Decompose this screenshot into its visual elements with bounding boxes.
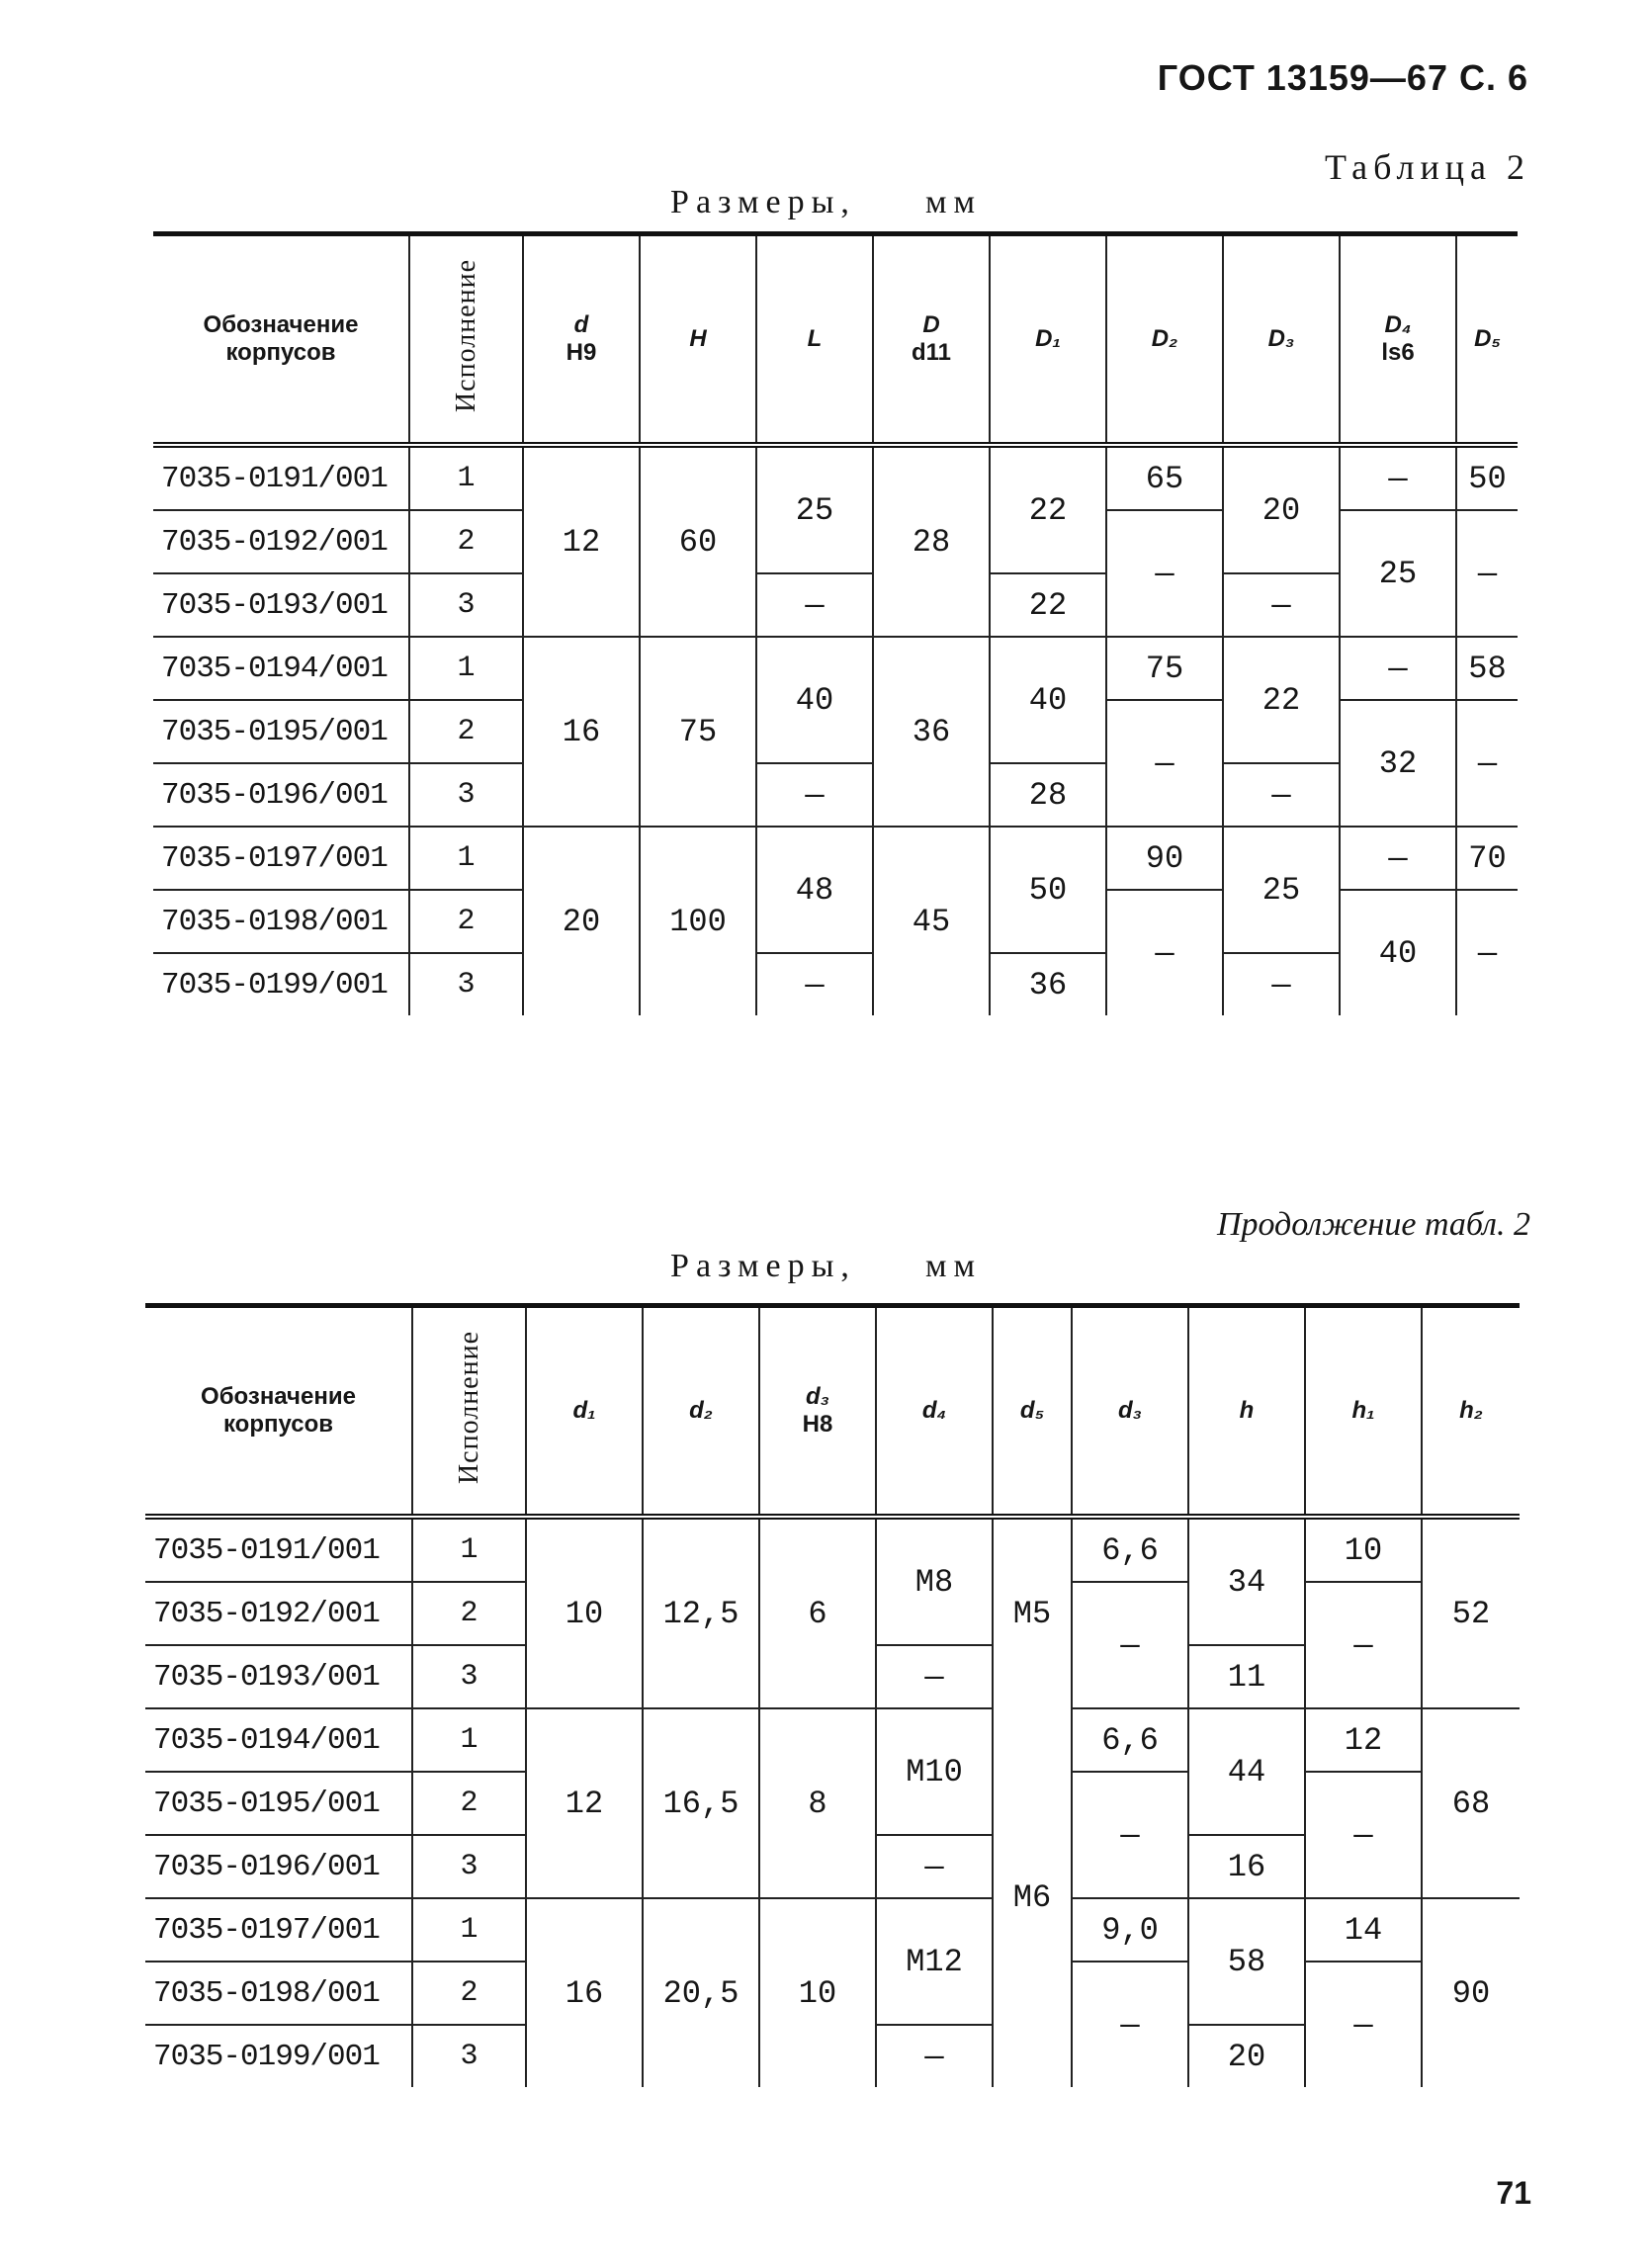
header-text: d₁ [572,1397,596,1424]
value-h1: 10 [1305,1517,1422,1582]
value-D4: 32 [1340,700,1456,827]
value-D1: 22 [990,445,1106,573]
header-text: h₁ [1351,1397,1375,1424]
part-code: 7035-0193/001 [153,573,409,637]
value-D: 36 [873,637,990,827]
value-h2: 68 [1422,1708,1520,1898]
value-h1: — [1305,1962,1422,2087]
value-L: 25 [756,445,873,573]
header-text: корпусов [225,339,336,366]
header-text: D [922,311,940,338]
value-d4: M8 [876,1517,993,1645]
header-text: корпусов [222,1411,334,1438]
column-header-D5 [1456,234,1518,446]
dimensions-caption [0,184,1652,221]
variant-cell: 3 [409,953,523,1015]
value-L: — [756,953,873,1015]
value-h2: 52 [1422,1517,1520,1708]
header-text: D₃ [1267,325,1295,352]
column-header-D2 [1106,234,1223,446]
header-subtext: H9 [565,339,597,366]
value-D4: — [1340,827,1456,890]
variant-cell: 2 [409,700,523,763]
part-code: 7035-0192/001 [153,510,409,573]
dimensions-table-2 [145,1303,1520,2087]
value-h: 44 [1188,1708,1305,1835]
part-code: 7035-0199/001 [153,953,409,1015]
value-D3: 25 [1223,827,1340,953]
value-L: 48 [756,827,873,953]
value-D2: — [1106,510,1223,637]
value-d6: — [1072,1772,1188,1898]
table-row [145,1898,1520,1962]
value-h: 20 [1188,2025,1305,2087]
variant-cell: 2 [409,890,523,953]
column-header-h [1188,1306,1305,1518]
value-H: 75 [640,637,756,827]
value-D5: 70 [1456,827,1518,890]
value-d6: 9,0 [1072,1898,1188,1962]
header-text: H [689,325,707,352]
value-D3: — [1223,763,1340,827]
value-D3: 22 [1223,637,1340,763]
value-d1: 10 [526,1517,643,1708]
caption-text: Размеры, [670,184,856,220]
value-D5: — [1456,510,1518,637]
column-header-D4 [1340,234,1456,446]
part-code: 7035-0197/001 [153,827,409,890]
variant-cell: 3 [412,1835,526,1898]
column-header-d6 [1072,1306,1188,1518]
value-D: 28 [873,445,990,637]
caption-unit: мм [924,184,982,220]
header-text: D₅ [1474,325,1501,352]
variant-cell: 2 [412,1582,526,1645]
value-D2: 90 [1106,827,1223,890]
column-header-d4 [876,1306,993,1518]
value-d2: 20,5 [643,1898,759,2087]
variant-cell: 1 [409,637,523,700]
header-text: d₂ [689,1397,713,1424]
value-d6: 6,6 [1072,1708,1188,1772]
value-D3: — [1223,573,1340,637]
value-L: — [756,573,873,637]
value-D4: — [1340,637,1456,700]
column-header-D1 [990,234,1106,446]
header-text: Обозначение [203,311,359,338]
part-code: 7035-0192/001 [145,1582,412,1645]
variant-cell: 3 [409,573,523,637]
value-D5: — [1456,890,1518,1015]
variant-cell: 3 [412,1645,526,1708]
table-row [153,827,1518,890]
table-label: Таблица 2 [1325,147,1530,187]
header-text: d₄ [921,1397,947,1424]
value-d3: 10 [759,1898,876,2087]
column-header-d1 [526,1306,643,1518]
header-text: d₃ [806,1383,829,1410]
value-d: 16 [523,637,640,827]
value-d2: 12,5 [643,1517,759,1708]
column-header-name [145,1306,412,1518]
header-subtext: H8 [802,1411,833,1438]
value-H: 60 [640,445,756,637]
column-header-variant [409,234,523,446]
caption-text: Размеры, [670,1248,856,1284]
table-row [153,573,1518,637]
part-code: 7035-0195/001 [153,700,409,763]
value-d2: 16,5 [643,1708,759,1898]
variant-cell: 1 [412,1708,526,1772]
value-d1: 12 [526,1708,643,1898]
header-subtext: ls6 [1381,339,1415,366]
value-d1: 16 [526,1898,643,2087]
header-subtext: d11 [911,339,952,366]
value-h2: 90 [1422,1898,1520,2087]
value-D5: — [1456,700,1518,827]
variant-cell: 2 [409,510,523,573]
value-d4: — [876,2025,993,2087]
header-text: D₁ [1035,325,1061,352]
column-header-D [873,234,990,446]
table-row [153,445,1518,510]
table-row [145,1708,1520,1772]
value-D1: 22 [990,573,1106,637]
part-code: 7035-0193/001 [145,1645,412,1708]
variant-cell: 1 [412,1898,526,1962]
value-D2: 65 [1106,445,1223,510]
page-number: 71 [1496,2175,1531,2211]
continuation-label: Продолжение табл. 2 [1216,1206,1530,1243]
header-text: L [807,325,823,352]
value-D: 45 [873,827,990,1015]
variant-cell: 1 [409,445,523,510]
value-d: 12 [523,445,640,637]
value-D5: 50 [1456,445,1518,510]
value-D2: — [1106,700,1223,827]
header-text: D₄ [1384,311,1412,338]
variant-cell: 3 [409,763,523,827]
value-d6: 6,6 [1072,1517,1188,1582]
value-D2: — [1106,890,1223,1015]
value-D5: 58 [1456,637,1518,700]
value-d4: — [876,1645,993,1708]
header-text: Исполнение [450,258,481,413]
header-text: d [573,311,589,338]
column-header-h1 [1305,1306,1422,1518]
value-h: 34 [1188,1517,1305,1645]
value-d4: M10 [876,1708,993,1835]
table-row [145,1517,1520,1582]
table-row [153,637,1518,700]
header-text: d₃ [1118,1397,1142,1424]
value-h1: 12 [1305,1708,1422,1772]
value-L: 40 [756,637,873,763]
part-code: 7035-0196/001 [153,763,409,827]
value-h1: — [1305,1772,1422,1898]
dimensions-table-1 [153,231,1518,1015]
value-L: — [756,763,873,827]
header-text: Исполнение [453,1330,484,1485]
column-header-variant [412,1306,526,1518]
part-code: 7035-0191/001 [145,1517,412,1582]
header-text: d₅ [1019,1397,1045,1424]
value-d6: — [1072,1582,1188,1708]
value-D2: 75 [1106,637,1223,700]
header-text: h [1239,1397,1255,1424]
part-code: 7035-0198/001 [153,890,409,953]
value-d: 20 [523,827,640,1015]
part-code: 7035-0194/001 [145,1708,412,1772]
part-code: 7035-0196/001 [145,1835,412,1898]
value-D1: 50 [990,827,1106,953]
part-code: 7035-0194/001 [153,637,409,700]
variant-cell: 2 [412,1772,526,1835]
value-d5: M5 [993,1517,1072,1708]
value-d3: 8 [759,1708,876,1898]
column-header-d2 [643,1306,759,1518]
column-header-H [640,234,756,446]
part-code: 7035-0197/001 [145,1898,412,1962]
part-code: 7035-0195/001 [145,1772,412,1835]
table-row [153,953,1518,1015]
part-code: 7035-0198/001 [145,1962,412,2025]
column-header-name [153,234,409,446]
value-D3: 20 [1223,445,1340,573]
value-D3: — [1223,953,1340,1015]
caption-unit: мм [924,1248,982,1284]
variant-cell: 3 [412,2025,526,2087]
part-code: 7035-0199/001 [145,2025,412,2087]
part-code: 7035-0191/001 [153,445,409,510]
value-D4: — [1340,445,1456,510]
column-header-d3 [759,1306,876,1518]
value-d5: M6 [993,1708,1072,2087]
header-text: Обозначение [201,1383,356,1410]
value-d4: M12 [876,1898,993,2025]
value-h: 11 [1188,1645,1305,1708]
value-D4: 40 [1340,890,1456,1015]
value-h1: 14 [1305,1898,1422,1962]
document-header: ГОСТ 13159—67 С. 6 [1157,57,1528,98]
value-d3: 6 [759,1517,876,1708]
value-H: 100 [640,827,756,1015]
value-d4: — [876,1835,993,1898]
variant-cell: 1 [409,827,523,890]
value-h: 58 [1188,1898,1305,2025]
value-D1: 40 [990,637,1106,763]
dimensions-caption [0,1248,1652,1285]
column-header-d [523,234,640,446]
column-header-d5 [993,1306,1072,1518]
variant-cell: 1 [412,1517,526,1582]
value-h1: — [1305,1582,1422,1708]
column-header-D3 [1223,234,1340,446]
table-row [153,763,1518,827]
value-D1: 28 [990,763,1106,827]
header-text: h₂ [1459,1397,1483,1424]
value-D4: 25 [1340,510,1456,637]
value-d6: — [1072,1962,1188,2087]
header-text: D₂ [1151,325,1178,352]
column-header-h2 [1422,1306,1520,1518]
value-h: 16 [1188,1835,1305,1898]
value-D1: 36 [990,953,1106,1015]
variant-cell: 2 [412,1962,526,2025]
column-header-L [756,234,873,446]
